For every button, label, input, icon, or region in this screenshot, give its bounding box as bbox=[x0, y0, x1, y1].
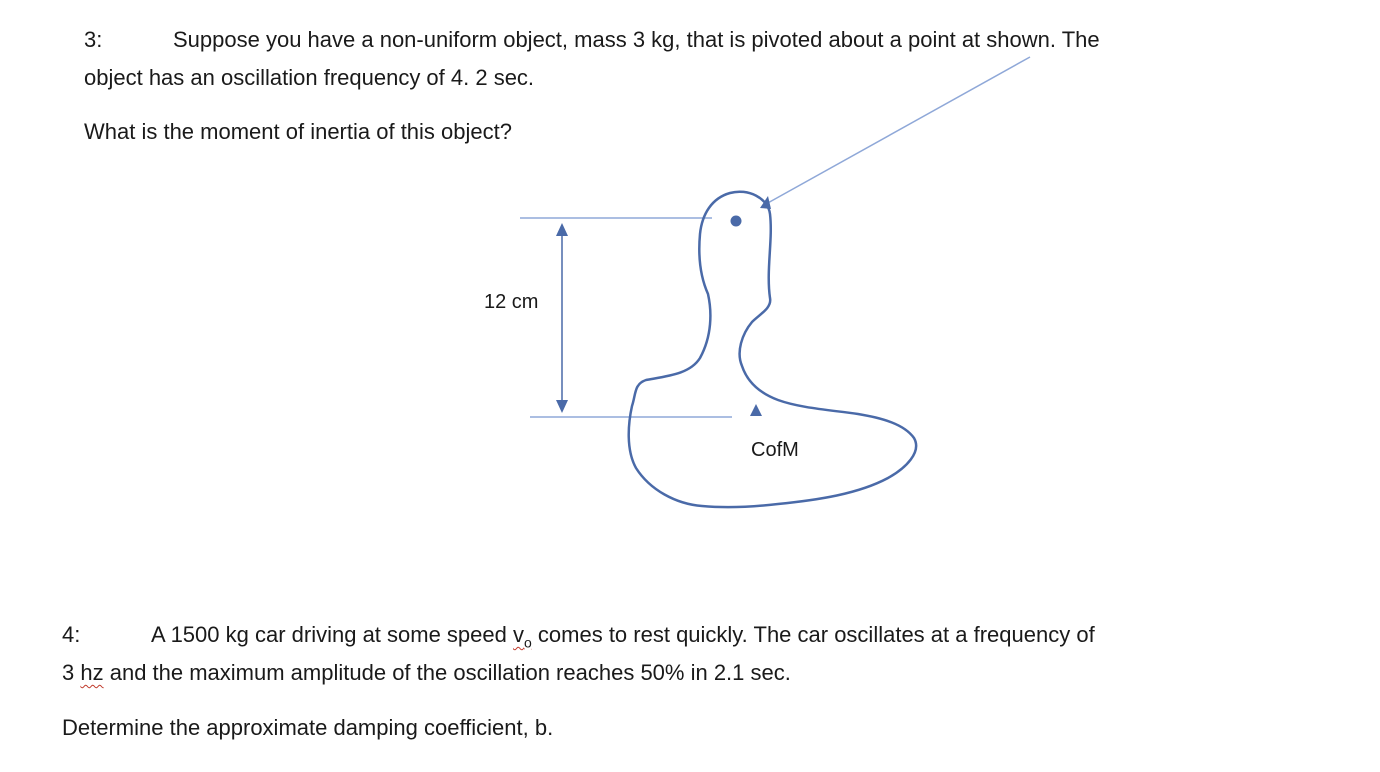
problem4-text-2a: 3 bbox=[62, 660, 81, 685]
problem4-number: 4: bbox=[62, 622, 81, 647]
velocity-v: v bbox=[513, 622, 524, 647]
problem3-text-1: Suppose you have a non-uniform object, mass 3 kg, that is pivoted about a point at shown. The bbox=[173, 27, 1100, 52]
problem4-text-1b: comes to rest quickly. The car oscillates at a frequency of bbox=[531, 622, 1095, 647]
problem4-line1 bbox=[62, 621, 1095, 656]
leader-line bbox=[766, 57, 1030, 204]
velocity-subscript: o bbox=[524, 634, 532, 651]
problem4-question: Determine the approximate damping coefficient, b. bbox=[62, 715, 554, 740]
dimension-arrow-down bbox=[556, 400, 568, 413]
velocity-symbol bbox=[513, 622, 532, 651]
dimension-label: 12 cm bbox=[484, 291, 539, 313]
problem3-line2: object has an oscillation frequency of 4. 2 sec. bbox=[84, 65, 535, 90]
problem4-text-2b: and the maximum amplitude of the oscillation reaches 50% in 2.1 sec. bbox=[103, 660, 791, 685]
problem3-number: 3: bbox=[84, 27, 103, 52]
hz-unit: hz bbox=[80, 660, 104, 685]
problem3-question: What is the moment of inertia of this object? bbox=[84, 119, 512, 144]
problem4-text-1a: A 1500 kg car driving at some speed bbox=[151, 622, 513, 647]
cofm-marker bbox=[750, 404, 762, 416]
pivot-point bbox=[731, 216, 742, 227]
dimension-arrow-up bbox=[556, 223, 568, 236]
problem4-line2 bbox=[62, 659, 791, 687]
cofm-label: CofM bbox=[751, 439, 799, 461]
